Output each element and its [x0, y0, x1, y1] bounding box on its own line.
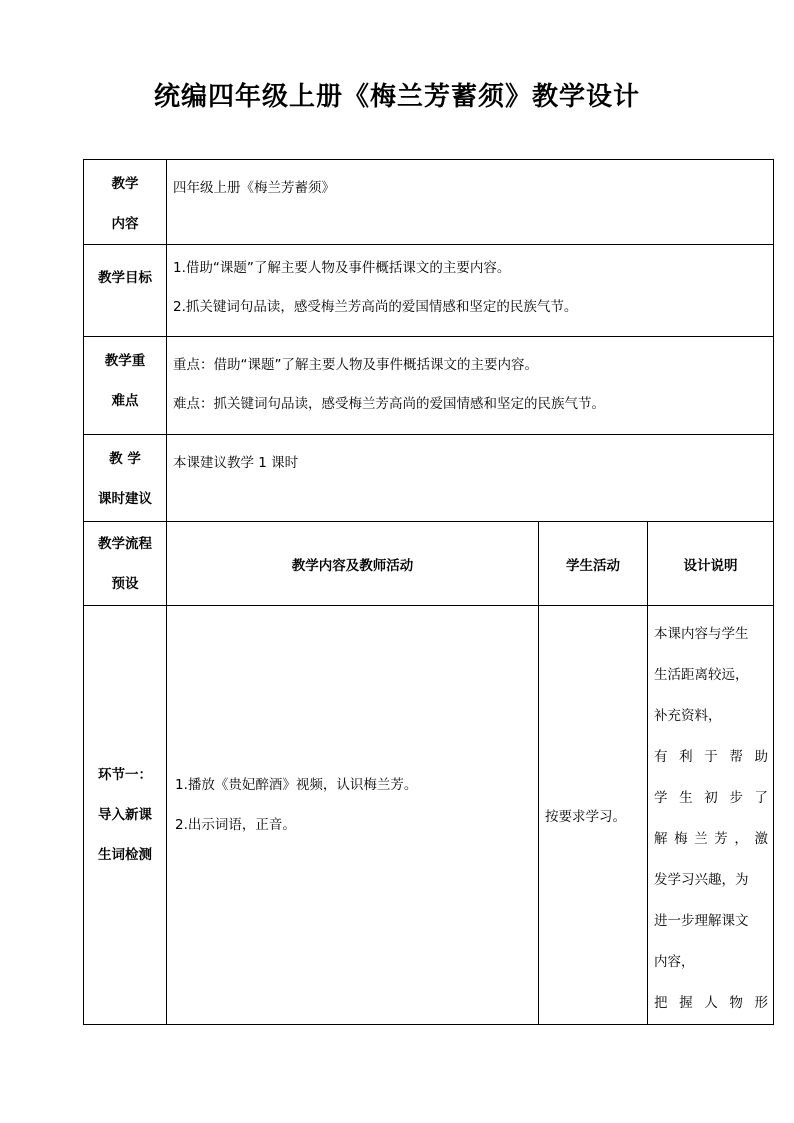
value-class-hours [167, 435, 774, 522]
label-line: 内容 [111, 216, 139, 232]
header-design-notes: 设计说明 [648, 522, 774, 606]
row-flow-header [84, 522, 774, 606]
stage-one-design-notes [648, 606, 774, 1025]
key-point-item: 难点：抓关键词句品读，感受梅兰芳高尚的爱国情感和坚定的民族气节。 [173, 396, 605, 412]
goal-item: 1.借助“课题”了解主要人物及事件概括课文的主要内容。 [173, 260, 511, 276]
key-point-item: 重点：借助“课题”了解主要人物及事件概括课文的主要内容。 [173, 357, 538, 373]
value-key-points [167, 337, 774, 435]
header-student-activity: 学生活动 [539, 522, 648, 606]
design-line: 把握人物形 [654, 995, 769, 1011]
stage-one-activities [167, 606, 539, 1025]
design-line: 进一步理解课文 [654, 913, 749, 929]
label-line: 教学重 [104, 353, 146, 369]
label-line: 教学 [111, 176, 139, 192]
label-key-points [84, 337, 167, 435]
design-line: 发学习兴趣，为 [654, 872, 749, 888]
design-line: 学生初步了 [654, 790, 769, 806]
design-line: 有利于帮助 [654, 749, 769, 765]
design-line: 补充资料， [654, 708, 722, 724]
value-teaching-goals [167, 245, 774, 337]
row-teaching-content [84, 160, 774, 245]
label-line: 环节一： [98, 767, 152, 783]
label-teaching-content [84, 160, 167, 245]
label-stage-one [84, 606, 167, 1025]
label-line: 预设 [111, 575, 139, 592]
label-line: 教 学 [109, 451, 141, 467]
header-teacher-activity: 教学内容及教师活动 [167, 522, 539, 606]
label-line: 教学目标 [98, 270, 152, 286]
design-line: 本课内容与学生 [654, 626, 749, 642]
design-line: 内容， [654, 954, 695, 970]
row-class-hours [84, 435, 774, 522]
value-teaching-content [167, 160, 774, 245]
label-line: 教学流程 [98, 535, 152, 552]
class-hours-text: 本课建议教学 1 课时 [173, 455, 299, 471]
row-teaching-goals [84, 245, 774, 337]
goal-item: 2.抓关键词句品读，感受梅兰芳高尚的爱国情感和坚定的民族气节。 [173, 299, 578, 315]
label-line: 难点 [111, 393, 139, 409]
label-flow-preset [84, 522, 167, 606]
activity-item: 1.播放《贵妃醉酒》视频，认识梅兰芳。 [175, 777, 418, 793]
document-title: 统编四年级上册《梅兰芳蓄须》教学设计 [153, 82, 640, 112]
lesson-plan-table [83, 159, 774, 1025]
label-line: 导入新课 [98, 807, 152, 823]
stage-one-student-activity [539, 606, 648, 1025]
label-line: 课时建议 [98, 491, 152, 507]
activity-item: 2.出示词语，正音。 [175, 817, 296, 833]
teaching-content-text: 四年级上册《梅兰芳蓄须》 [173, 180, 335, 196]
label-class-hours [84, 435, 167, 522]
design-line: 解梅兰芳，激 [654, 831, 769, 847]
label-line: 生词检测 [98, 847, 152, 863]
label-teaching-goals [84, 245, 167, 337]
student-activity-text: 按要求学习。 [545, 809, 626, 825]
row-key-points [84, 337, 774, 435]
design-line: 生活距离较远， [654, 667, 749, 683]
row-stage-one [84, 606, 774, 1025]
